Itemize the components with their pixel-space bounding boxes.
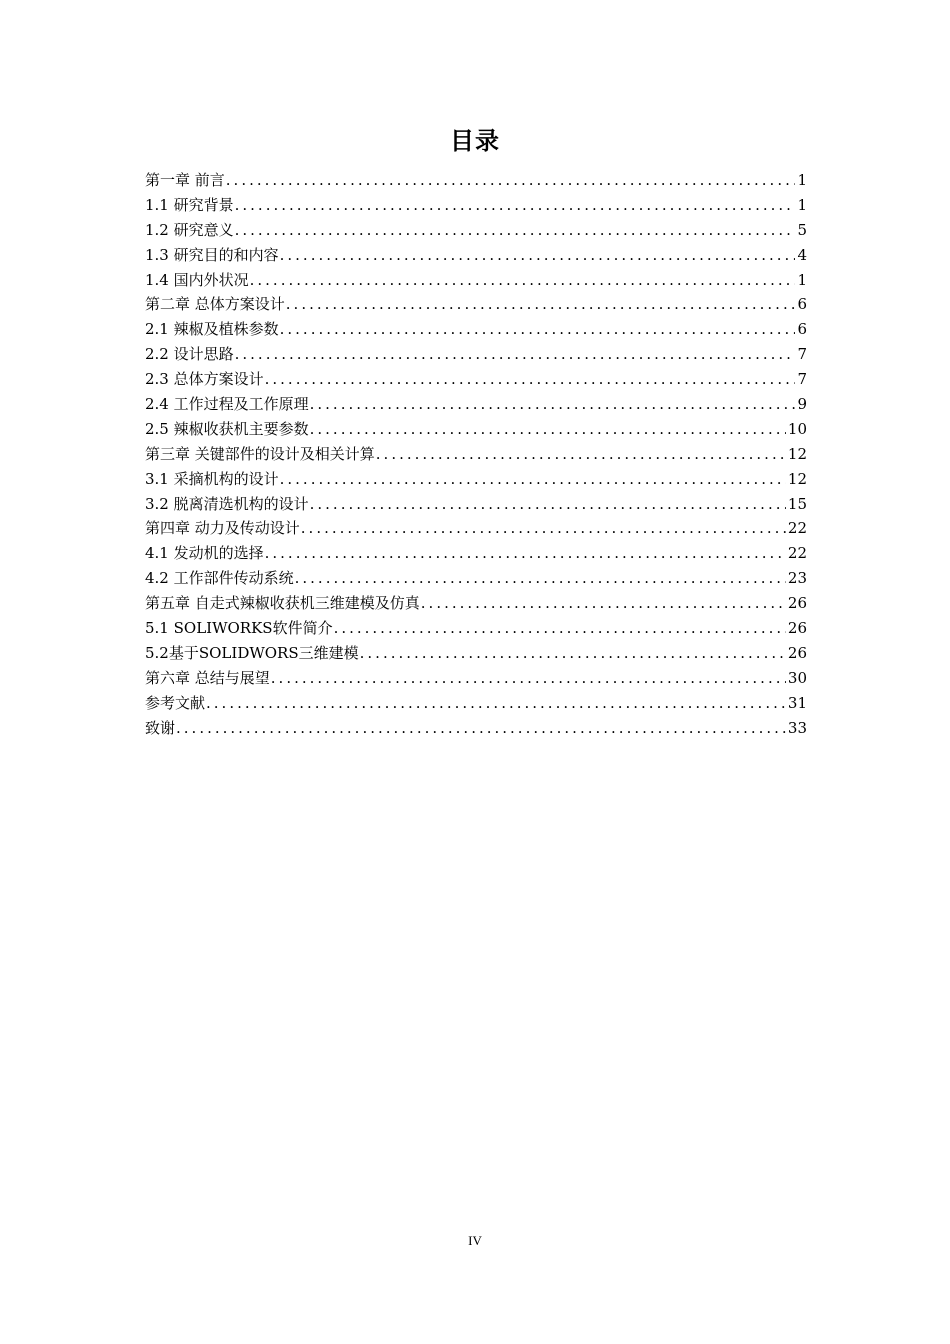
toc-entry[interactable] [145, 417, 807, 442]
toc-entry-page: 1 [797, 195, 807, 214]
toc-entry-label: 第四章 动力及传动设计 [145, 519, 300, 538]
toc-entry-page: 6 [797, 320, 807, 339]
toc-entry[interactable] [145, 641, 807, 666]
toc-entry[interactable] [145, 342, 807, 367]
toc-entry[interactable] [145, 516, 807, 541]
toc-entry-page: 22 [787, 519, 807, 538]
toc-entry[interactable] [145, 218, 807, 243]
toc-entry-label: 第五章 自走式辣椒收获机三维建模及仿真 [145, 594, 420, 613]
toc-dot-leader [333, 616, 786, 640]
toc-entry-label: 3.1 采摘机构的设计 [145, 469, 279, 488]
toc-dot-leader [234, 218, 796, 242]
toc-entry[interactable] [145, 467, 807, 492]
toc-entry[interactable] [145, 716, 807, 741]
toc-entry-page: 30 [787, 668, 807, 687]
toc-entry[interactable] [145, 566, 807, 591]
toc-entry-page: 26 [787, 619, 807, 638]
toc-dot-leader [420, 591, 786, 615]
toc-entry-page: 12 [787, 469, 807, 488]
toc-entry-label: 1.3 研究目的和内容 [145, 245, 279, 264]
toc-entry-page: 31 [787, 693, 807, 712]
page-number: IV [468, 1233, 482, 1248]
toc-entry-page: 6 [797, 295, 807, 314]
toc-entry-page: 23 [787, 569, 807, 588]
toc-entry-label: 2.4 工作过程及工作原理 [145, 395, 309, 414]
toc-dot-leader [234, 342, 796, 366]
toc-entry-label: 参考文献 [145, 693, 206, 712]
toc-entry-page: 12 [787, 444, 807, 463]
toc-dot-leader [285, 292, 796, 316]
toc-dot-leader [359, 641, 786, 665]
toc-dot-leader [294, 566, 786, 590]
toc-entry[interactable] [145, 317, 807, 342]
toc-title: 目录 [450, 127, 500, 155]
toc-entry[interactable] [145, 541, 807, 566]
toc-entry-label: 1.2 研究意义 [145, 220, 234, 239]
toc-entry-label: 第三章 关键部件的设计及相关计算 [145, 444, 375, 463]
toc-dot-leader [175, 716, 786, 740]
toc-entry-page: 26 [787, 643, 807, 662]
toc-dot-leader [225, 168, 796, 192]
toc-dot-leader [279, 467, 786, 491]
toc-entry-page: 1 [797, 171, 807, 189]
toc-entry-page: 22 [787, 544, 807, 563]
toc-entry[interactable] [145, 616, 807, 641]
toc-dot-leader [279, 317, 796, 341]
toc-entry-page: 1 [797, 270, 807, 289]
toc-entry-label: 第一章 前言 [145, 171, 225, 189]
toc-entry[interactable] [145, 392, 807, 417]
toc-entry[interactable] [145, 243, 807, 268]
toc-entry-label: 5.1 SOLIWORKS软件简介 [145, 619, 333, 638]
toc-entry-label: 1.4 国内外状况 [145, 270, 249, 289]
toc-entry-label: 1.1 研究背景 [145, 195, 234, 214]
toc-entry-label: 2.2 设计思路 [145, 345, 234, 364]
toc-entry[interactable] [145, 442, 807, 467]
toc-dot-leader [309, 392, 796, 416]
toc-dot-leader [249, 268, 796, 292]
toc-entry-label: 第六章 总结与展望 [145, 668, 270, 687]
toc-dot-leader [375, 442, 786, 466]
toc-entry-page: 7 [797, 370, 807, 389]
toc-entry-page: 15 [787, 494, 807, 513]
toc-dot-leader [279, 243, 796, 267]
toc-dot-leader [264, 541, 786, 565]
toc-entry-page: 7 [797, 345, 807, 364]
toc-entry-page: 4 [797, 245, 807, 264]
toc-entry-page: 33 [787, 718, 807, 737]
toc-entry-label: 2.1 辣椒及植株参数 [145, 320, 279, 339]
toc-dot-leader [234, 193, 796, 217]
toc-entry[interactable] [145, 367, 807, 392]
toc-entry-page: 10 [787, 419, 807, 438]
toc-dot-leader [205, 691, 786, 715]
toc-dot-leader [309, 417, 786, 441]
toc-dot-leader [309, 492, 786, 516]
toc-entry-page: 26 [787, 594, 807, 613]
toc-entry-label: 5.2基于SOLIDWORS三维建模 [145, 643, 359, 662]
toc-entry-page: 9 [797, 395, 807, 414]
toc-entry-label: 2.5 辣椒收获机主要参数 [145, 419, 309, 438]
toc-entry[interactable] [145, 691, 807, 716]
toc-dot-leader [270, 666, 786, 690]
toc-entry[interactable] [145, 168, 807, 193]
toc-dot-leader [300, 516, 786, 540]
toc-entry-label: 第二章 总体方案设计 [145, 295, 285, 314]
toc-entry-label: 4.1 发动机的选择 [145, 544, 264, 563]
toc-entry[interactable] [145, 193, 807, 218]
toc-entry[interactable] [145, 268, 807, 293]
table-of-contents [145, 168, 807, 740]
toc-entry-label: 2.3 总体方案设计 [145, 370, 264, 389]
toc-entry[interactable] [145, 492, 807, 517]
toc-dot-leader [264, 367, 796, 391]
toc-entry-label: 3.2 脱离清选机构的设计 [145, 494, 309, 513]
toc-entry[interactable] [145, 666, 807, 691]
toc-entry-label: 4.2 工作部件传动系统 [145, 569, 294, 588]
toc-entry[interactable] [145, 591, 807, 616]
toc-entry-label: 致谢 [145, 718, 176, 737]
toc-entry[interactable] [145, 292, 807, 317]
toc-entry-page: 5 [797, 220, 807, 239]
